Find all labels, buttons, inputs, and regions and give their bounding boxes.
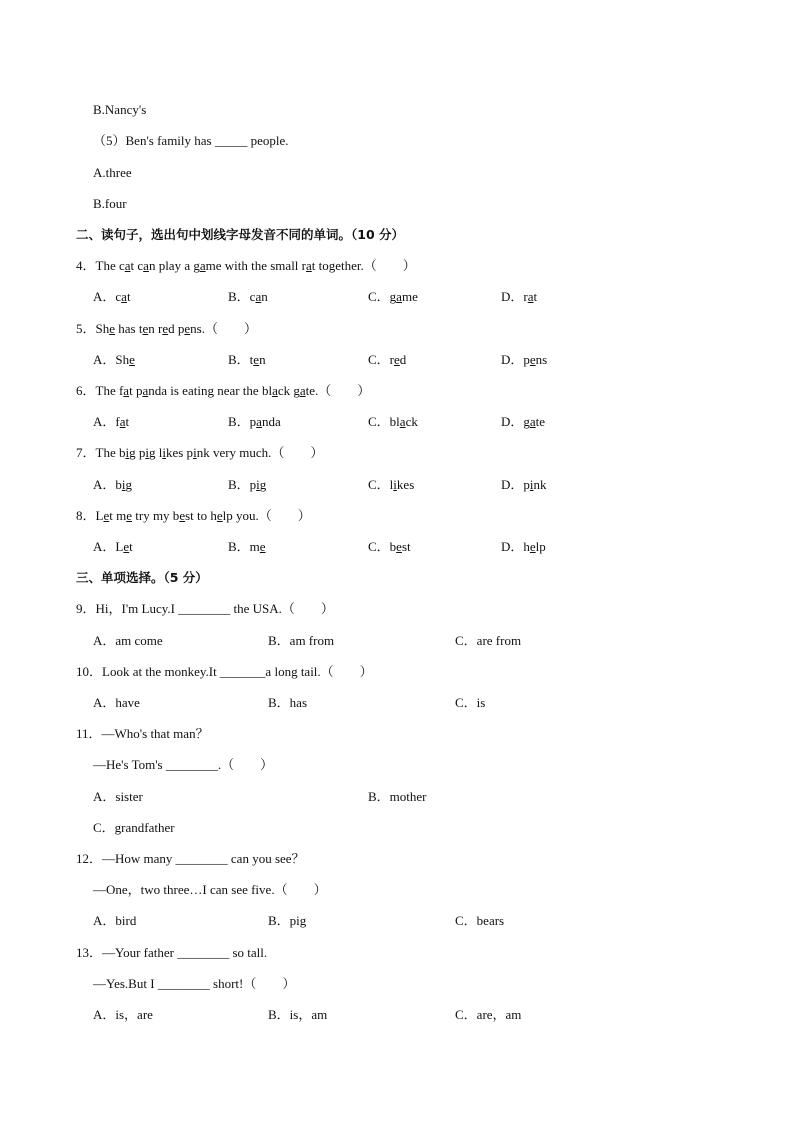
stem-text: te.（ ）: [305, 383, 371, 398]
underlined-letter: e: [529, 539, 536, 554]
underlined-letter: e: [396, 539, 402, 554]
option-b[interactable]: B．am from: [268, 633, 335, 648]
option-text: t: [126, 289, 131, 304]
stem-text: 4．The c: [76, 258, 125, 273]
option-d[interactable]: [501, 476, 547, 494]
option-text: A．L: [93, 539, 124, 554]
stem-text: lp you.（ ）: [222, 508, 311, 523]
underlined-letter: e: [529, 352, 536, 367]
option-c[interactable]: C．are，am: [455, 1007, 522, 1022]
stem-text: me with the small r: [205, 258, 306, 273]
option-text: t: [533, 289, 538, 304]
stem-text: nk very much.（ ）: [196, 445, 324, 460]
option-text: ns: [535, 352, 548, 367]
stem-text: t c: [130, 258, 144, 273]
option-b[interactable]: [228, 413, 281, 431]
option-a[interactable]: [93, 288, 131, 306]
option-text: D．p: [501, 352, 530, 367]
stem-text: 7．The b: [76, 445, 126, 460]
underlined-letter: i: [121, 477, 126, 492]
option-text: nk: [533, 477, 547, 492]
question-stem: （5）Ben's family has _____ people.: [93, 133, 289, 148]
section-heading: 二、读句子，选出句中划线字母发音不同的单词。（10 分）: [76, 227, 404, 242]
option-text: C．l: [368, 477, 394, 492]
underlined-letter: e: [162, 321, 169, 336]
option-text: t: [125, 414, 130, 429]
option-text: B．p: [228, 477, 257, 492]
underlined-letter: e: [394, 352, 400, 367]
underlined-letter: a: [306, 258, 312, 273]
underlined-letter: e: [126, 508, 132, 523]
underlined-letter: a: [121, 289, 127, 304]
underlined-letter: i: [125, 445, 130, 460]
underlined-letter: e: [129, 352, 135, 367]
question-stem: 11．—Who's that man？: [76, 726, 209, 741]
option-b[interactable]: [228, 538, 266, 556]
option-text: D．r: [501, 289, 528, 304]
option-c[interactable]: [368, 413, 418, 431]
option-text: C．bl: [368, 414, 400, 429]
option-b[interactable]: [228, 351, 266, 369]
option-text: g: [125, 477, 133, 492]
stem-text: 6．The f: [76, 383, 124, 398]
underlined-letter: e: [259, 539, 266, 554]
option-c[interactable]: C．grandfather: [93, 820, 175, 835]
option-text: t: [129, 539, 133, 554]
option-text: lp: [535, 539, 546, 554]
option-text: kes: [396, 477, 415, 492]
stem-text: g p: [129, 445, 146, 460]
question-stem: [76, 507, 311, 525]
stem-text: n play a g: [148, 258, 200, 273]
stem-text: n r: [148, 321, 163, 336]
option-d[interactable]: [501, 351, 547, 369]
option-a[interactable]: [93, 476, 132, 494]
option-text: te: [535, 414, 546, 429]
option-c[interactable]: [368, 288, 418, 306]
question-stem: [76, 320, 257, 338]
underlined-letter: a: [527, 289, 534, 304]
question-stem: 13．—Your father ________ so tall.: [76, 945, 268, 960]
underlined-letter: a: [256, 414, 262, 429]
option-d[interactable]: [501, 538, 546, 556]
question-stem: 9．Hi，I'm Lucy.I ________ the USA.（ ）: [76, 601, 334, 616]
underlined-letter: a: [199, 258, 206, 273]
stem-text: g l: [148, 445, 163, 460]
question-stem-reply: —He's Tom's ________.（ ）: [93, 757, 274, 772]
stem-text: t p: [129, 383, 143, 398]
option-c[interactable]: [368, 538, 411, 556]
stem-text: d p: [168, 321, 185, 336]
option-text: g: [259, 477, 267, 492]
option-b[interactable]: [228, 288, 268, 306]
option-text: B.four: [93, 196, 127, 211]
option-text: B．p: [228, 414, 257, 429]
underlined-letter: a: [529, 414, 536, 429]
option-c[interactable]: [368, 476, 414, 494]
underlined-letter: e: [123, 539, 130, 554]
underlined-letter: a: [124, 258, 131, 273]
stem-text: 8．L: [76, 508, 104, 523]
stem-text: t together.（ ）: [311, 258, 416, 273]
option-text: B．m: [228, 539, 260, 554]
option-b[interactable]: B．mother: [368, 789, 427, 804]
underlined-letter: e: [109, 321, 116, 336]
underlined-letter: a: [272, 383, 278, 398]
option-text: nda: [261, 414, 281, 429]
question-stem: 10．Look at the monkey.It _______a long tail.（ ）: [76, 664, 373, 679]
option-a[interactable]: [93, 351, 135, 369]
option-text: D．p: [501, 477, 530, 492]
underlined-letter: e: [216, 508, 223, 523]
underlined-letter: i: [145, 445, 149, 460]
option-text: A.three: [93, 165, 132, 180]
underlined-letter: i: [162, 445, 166, 460]
option-text: C．g: [368, 289, 397, 304]
question-stem: [76, 444, 323, 462]
option-text: n: [259, 352, 266, 367]
underlined-letter: a: [143, 258, 149, 273]
stem-text: kes p: [165, 445, 194, 460]
stem-text: 5．Sh: [76, 321, 110, 336]
option-text: C．b: [368, 539, 397, 554]
option-text: C．r: [368, 352, 395, 367]
underlined-letter: a: [396, 289, 402, 304]
underlined-letter: a: [142, 383, 149, 398]
underlined-letter: e: [142, 321, 149, 336]
underlined-letter: e: [179, 508, 186, 523]
stem-text: has t: [115, 321, 143, 336]
option-text: A．Sh: [93, 352, 130, 367]
underlined-letter: e: [253, 352, 260, 367]
option-text: A．c: [93, 289, 122, 304]
underlined-letter: a: [119, 414, 126, 429]
underlined-letter: i: [256, 477, 260, 492]
stem-text: ck g: [277, 383, 300, 398]
option-a[interactable]: A．sister: [93, 789, 143, 804]
option-a[interactable]: A．am come: [93, 633, 163, 648]
option-text: me: [401, 289, 418, 304]
question-stem: 12．—How many ________ can you see？: [76, 851, 305, 866]
option-b[interactable]: B．pig: [268, 913, 307, 928]
underlined-letter: a: [299, 383, 306, 398]
option-a[interactable]: A．is，are: [93, 1007, 153, 1022]
stem-text: nda is eating near the bl: [148, 383, 273, 398]
underlined-letter: i: [193, 445, 197, 460]
underlined-letter: i: [529, 477, 534, 492]
section-heading: 三、单项选择。（5 分）: [76, 570, 208, 585]
question-stem-reply: —Yes.But I ________ short!（ ）: [93, 976, 296, 991]
option-text: D．h: [501, 539, 530, 554]
question-stem-reply: —One，two three…I can see five.（ ）: [93, 882, 327, 897]
option-text: A．f: [93, 414, 120, 429]
option-text: A．b: [93, 477, 122, 492]
option-c[interactable]: C．bears: [455, 913, 505, 928]
option-a[interactable]: [93, 413, 129, 431]
stem-text: ns.（ ）: [190, 321, 257, 336]
option-text: D．g: [501, 414, 530, 429]
option-text: d: [399, 352, 407, 367]
underlined-letter: a: [255, 289, 262, 304]
option-a[interactable]: [93, 538, 133, 556]
option-text: B.Nancy's: [93, 102, 147, 117]
stem-text: st to h: [185, 508, 217, 523]
underlined-letter: e: [184, 321, 191, 336]
option-b[interactable]: B．has: [268, 695, 308, 710]
question-stem: [76, 382, 370, 400]
underlined-letter: i: [393, 477, 397, 492]
option-text: ck: [405, 414, 418, 429]
option-b[interactable]: [228, 476, 266, 494]
underlined-letter: a: [399, 414, 406, 429]
option-a[interactable]: A．bird: [93, 913, 137, 928]
option-d[interactable]: [501, 288, 537, 306]
underlined-letter: e: [103, 508, 110, 523]
option-c[interactable]: C．is: [455, 695, 486, 710]
underlined-letter: a: [123, 383, 130, 398]
stem-text: try my b: [132, 508, 180, 523]
option-text: n: [261, 289, 268, 304]
option-text: B．c: [228, 289, 256, 304]
option-d[interactable]: [501, 413, 545, 431]
option-text: B．t: [228, 352, 254, 367]
option-c[interactable]: C．are from: [455, 633, 522, 648]
stem-text: t m: [109, 508, 127, 523]
option-b[interactable]: B．is，am: [268, 1007, 328, 1022]
option-c[interactable]: [368, 351, 406, 369]
option-a[interactable]: A．have: [93, 695, 140, 710]
question-stem: [76, 257, 416, 275]
option-text: st: [401, 539, 411, 554]
